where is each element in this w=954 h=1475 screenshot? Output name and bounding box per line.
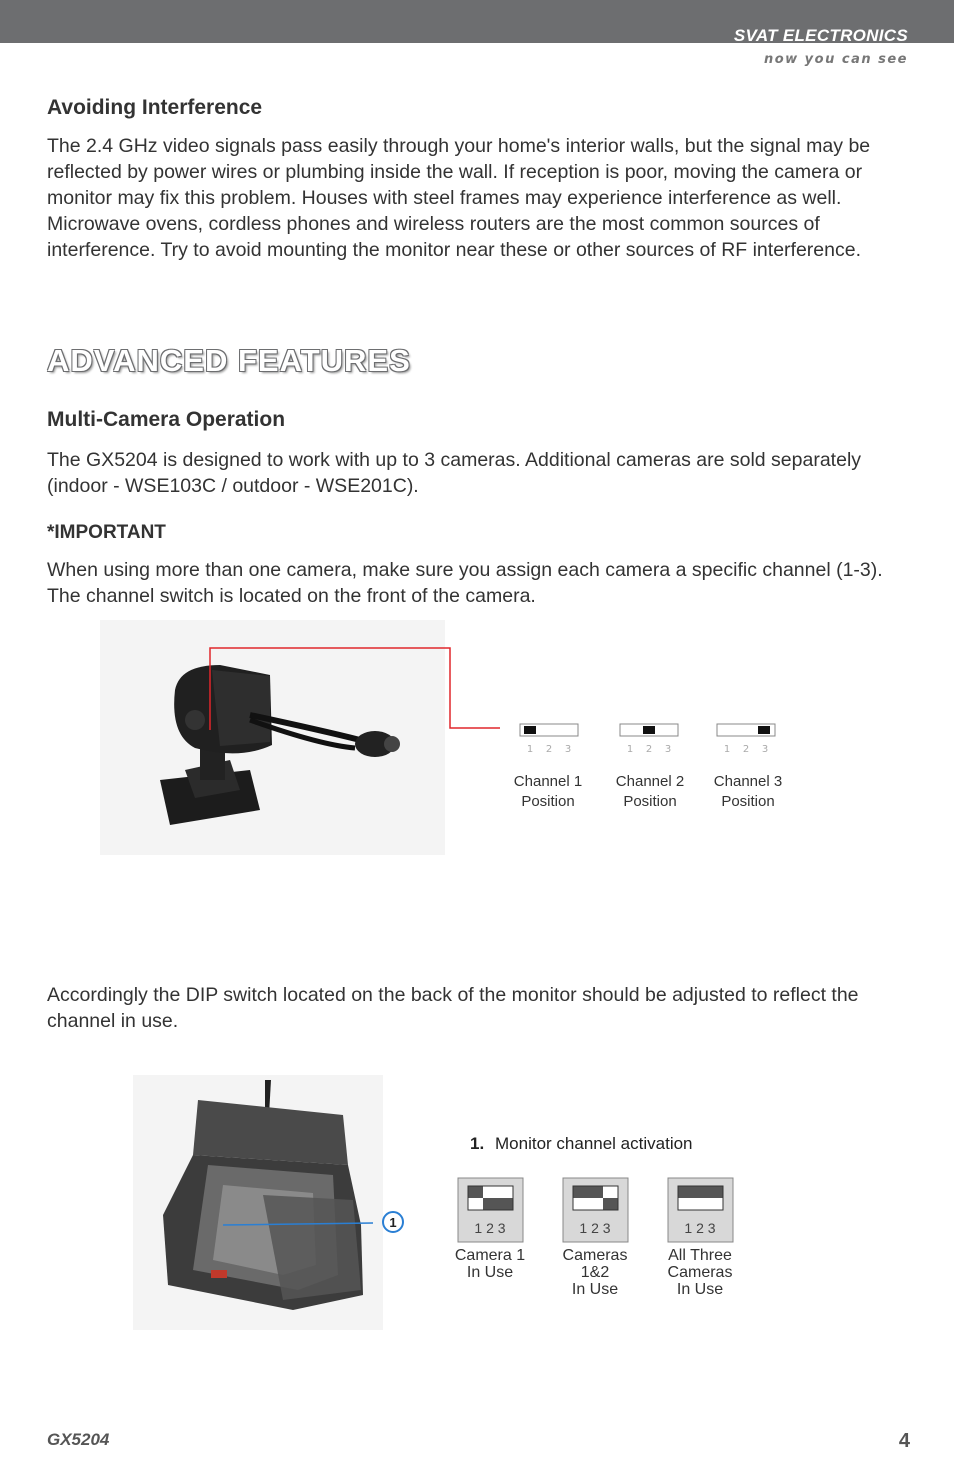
dip-2-label-line1: Cameras [562, 1247, 628, 1264]
channel-2-position: Position [623, 793, 677, 810]
dip-3-label-line1: All Three [668, 1247, 732, 1264]
switch-numbers [527, 744, 768, 755]
dip-numbers: 1 2 3 [579, 1220, 611, 1236]
brand-name: SVAT ELECTRONICS [733, 26, 908, 45]
switch-channel-1 [520, 724, 578, 736]
camera-channel-figure [100, 620, 800, 855]
channel-3-position: Position [721, 793, 775, 810]
multi-camera-body: The GX5204 is designed to work with up to 3 cameras. Additional cameras are sold separately (indoor - WSE103C / outdoor - WSE201C). [47, 449, 862, 497]
dip-3-label-line3: In Use [676, 1281, 724, 1298]
switch-number: 3 [761, 744, 769, 755]
monitor-title: Monitor channel activation [495, 1134, 693, 1153]
interference-heading: Avoiding Interference [47, 96, 263, 119]
dip-setting-1 [458, 1178, 523, 1242]
footer-model: GX5204 [47, 1430, 110, 1449]
dip-numbers: 1 2 3 [474, 1220, 506, 1236]
interference-body: The 2.4 GHz video signals pass easily through your home's interior walls, but the signal may be reflected by power wires or plumbing inside the wall. If reception is poor, moving the camera or monitor may fix this problem. Houses with steel frames may experience interference as well. Microwave ovens, cordless phones and wireless routers are the most common sources of interference. Try to avoid mounting the monitor near these or other sources of RF interference. [47, 135, 871, 261]
dip-3-label-line2: Cameras [667, 1264, 733, 1281]
dip-2-label-line2: 1&2 [580, 1264, 610, 1281]
switch-number: 1 [626, 744, 634, 755]
switch-number: 2 [645, 744, 653, 755]
switch-number: 2 [545, 744, 553, 755]
switch-number: 2 [742, 744, 750, 755]
dip-numbers: 1 2 3 [684, 1220, 716, 1236]
brand-tagline: now you can see [763, 52, 908, 67]
switch-number: 1 [526, 744, 534, 755]
dip-1-label-line2: In Use [466, 1264, 514, 1281]
multi-camera-heading: Multi-Camera Operation [47, 408, 286, 431]
dip-setting-2 [563, 1178, 628, 1242]
important-body: When using more than one camera, make sure you assign each camera a specific channel (1-3). The channel switch is located on the front of the camera. [47, 559, 883, 607]
channel-1-label: Channel 1 [513, 773, 583, 790]
channel-1-position: Position [521, 793, 575, 810]
dip-setting-3 [668, 1178, 733, 1242]
page-number: 4 [898, 1430, 910, 1452]
channel-3-label: Channel 3 [713, 773, 783, 790]
section-title: ADVANCED FEATURES [47, 343, 411, 378]
dip-1-label-line1: Camera 1 [454, 1247, 526, 1264]
switch-number: 1 [723, 744, 731, 755]
dip-switch-body: Accordingly the DIP switch located on the back of the monitor should be adjusted to reflect the channel in use. [47, 984, 859, 1032]
switch-number: 3 [564, 744, 572, 755]
important-label: *IMPORTANT [47, 522, 166, 543]
channel-2-label: Channel 2 [615, 773, 685, 790]
monitor-title-number: 1. [470, 1134, 485, 1153]
switch-channel-2 [620, 724, 678, 736]
switch-number: 3 [664, 744, 672, 755]
callout-number: 1 [389, 1215, 397, 1230]
monitor-dip-figure [133, 1075, 753, 1330]
switch-channel-3 [717, 724, 775, 736]
dip-2-label-line3: In Use [571, 1281, 619, 1298]
